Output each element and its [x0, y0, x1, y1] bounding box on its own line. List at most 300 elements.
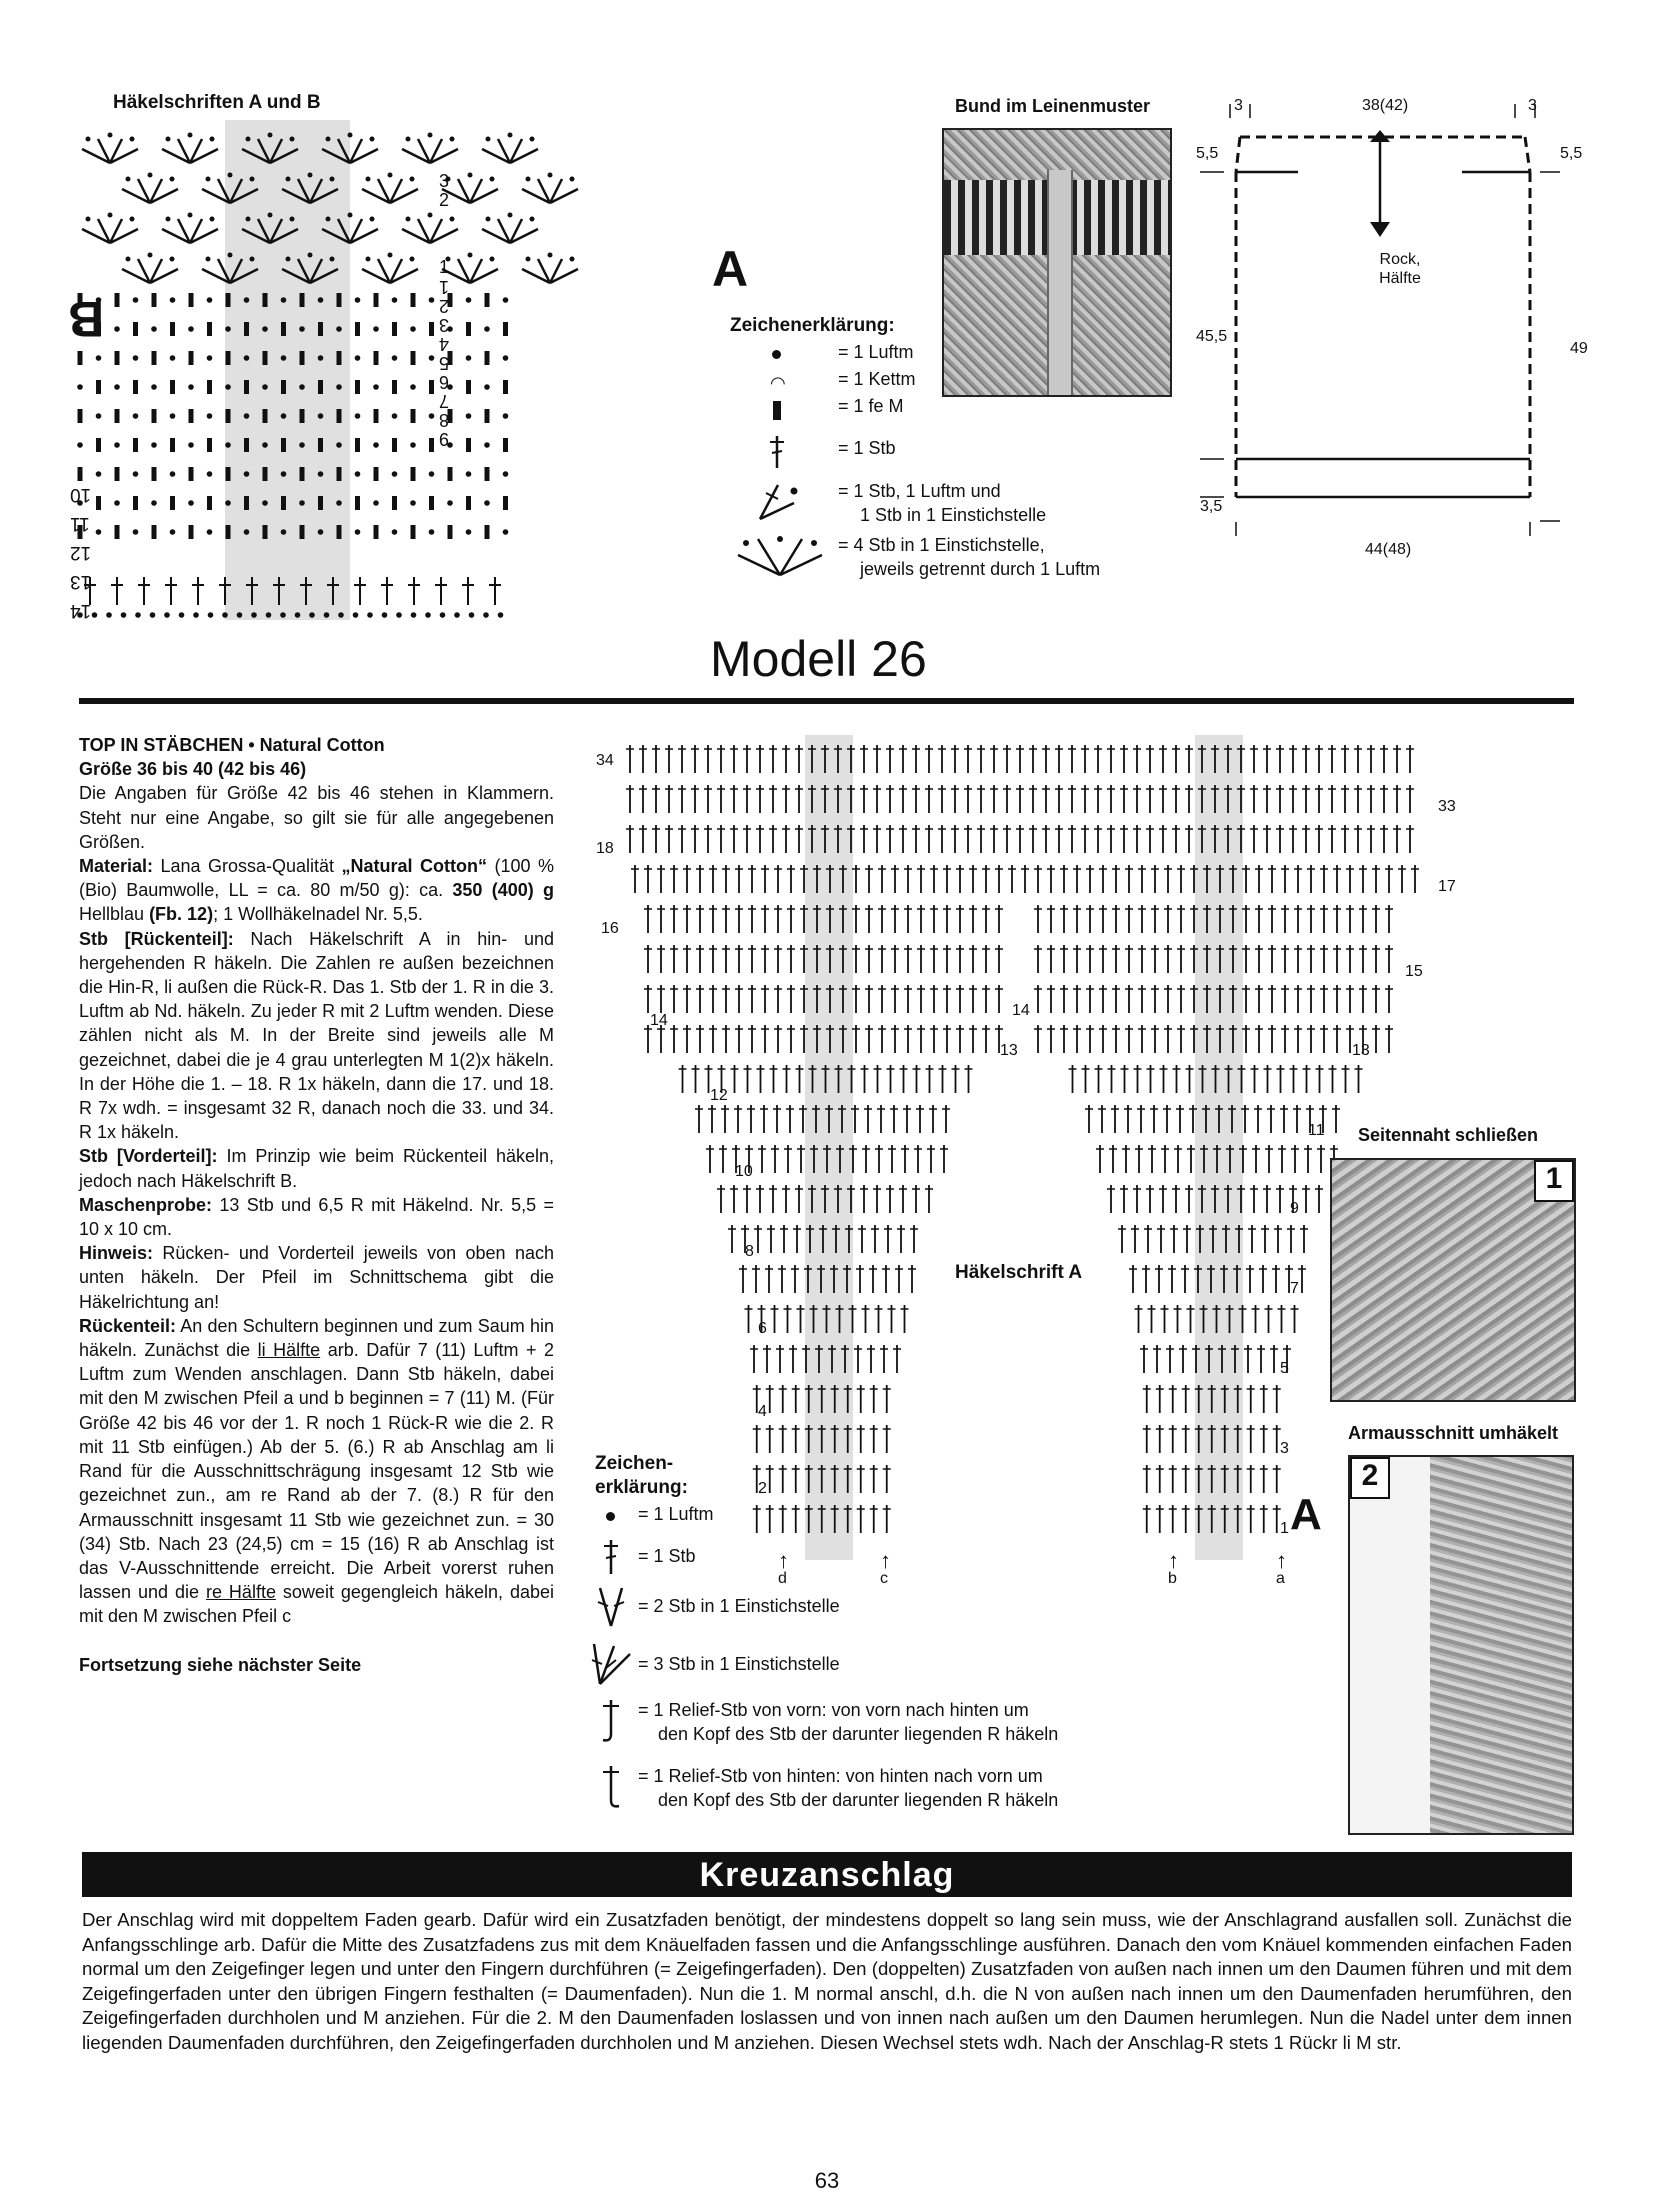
row-label-10: 10 — [70, 484, 92, 505]
single-crochet-mark — [263, 525, 268, 539]
chain-mark — [330, 257, 335, 262]
chain-mark — [466, 471, 472, 477]
single-crochet-mark — [337, 293, 342, 307]
chain-mark — [530, 137, 535, 142]
chain-mark — [188, 500, 194, 506]
chart-a-marks — [626, 745, 1419, 1533]
single-crochet-mark — [466, 438, 471, 452]
chain-mark — [286, 177, 291, 182]
single-crochet-mark — [133, 496, 138, 510]
chain-mark — [244, 297, 250, 303]
single-crochet-mark — [170, 438, 175, 452]
row-8: 8 — [745, 1243, 754, 1260]
row-16: 16 — [601, 920, 619, 937]
chain-mark — [490, 257, 495, 262]
chain-mark — [133, 413, 139, 419]
chain-mark — [406, 217, 411, 222]
chain-mark — [410, 326, 416, 332]
single-crochet-mark — [503, 322, 508, 336]
chain-mark — [246, 217, 251, 222]
single-crochet-mark — [152, 525, 157, 539]
instructions-continue: Fortsetzung siehe nächster Seite — [79, 1654, 362, 1675]
single-crochet-mark — [244, 380, 249, 394]
chain-mark — [425, 612, 431, 618]
instructions-ruecken: Rückenteil: An den Schultern beginnen und zum Saum hin häkeln. Zunächst die li Hälfte arb. Dafür 7 (11) Luftm + 2 Luftm zum Wenden anschlagen. Dann Stb häkeln, dabei mit den M zwischen Pfeil a und b beginnen = 7 (11) M. (Für Größe 42 bis 46 vor der 1. R noch 1 Rück-R wie die 2. R mit 11 Stb einfügen.) Ab der 5. (6.) R ab Anschlag am li Rand für die Ausschnittschrägung insgesamt 12 Stb wie gezeichnet zun., am re Rand ab der 7. (8.) R für den Armausschnitt insgesamt 11 Stb wie gezeichnet zun. = 30 (34) Stb. Nach 23 (24,5) cm = 15 (16) R ab Anschlag ist das V-Ausschnittende erreicht. Die Arbeit vorerst ruhen lassen und die re Hälfte soweit gegengleich häkeln, dabei mit den M zwischen Pfeil c — [79, 1315, 554, 1627]
chain-mark — [193, 612, 199, 618]
chain-mark — [503, 297, 509, 303]
row-inner-14: 14 — [1012, 1002, 1030, 1019]
chain-mark — [570, 257, 575, 262]
chain-mark — [486, 217, 491, 222]
legend-item-fan: = 4 Stb in 1 Einstichstelle, jeweils getrennt durch 1 Luftm — [730, 533, 1130, 587]
chain-mark — [179, 612, 185, 618]
single-crochet-mark — [115, 525, 120, 539]
chain-mark — [268, 213, 273, 218]
single-crochet-mark — [263, 351, 268, 365]
chain-mark — [486, 137, 491, 142]
row-12: 12 — [710, 1087, 728, 1104]
chain-mark — [228, 173, 233, 178]
schem-right-mid: 49 — [1570, 340, 1588, 357]
photo-bund-caption: Bund im Leinenmuster — [955, 96, 1151, 116]
photo-bund-image — [942, 128, 1172, 397]
row-5: 5 — [1280, 1360, 1289, 1377]
photo-armaus-caption: Armausschnitt umhäkelt — [1348, 1423, 1559, 1443]
chain-mark — [207, 413, 213, 419]
chain-mark — [410, 500, 416, 506]
single-crochet-mark — [448, 467, 453, 481]
schem-bottom: 44(48) — [1365, 541, 1412, 558]
row-inner-13: 13 — [1000, 1042, 1018, 1059]
chain-mark — [262, 500, 268, 506]
chain-mark — [135, 612, 141, 618]
arrow-a: ↑ a — [1276, 1548, 1287, 1587]
chain-mark — [150, 612, 156, 618]
chain-mark — [170, 297, 176, 303]
single-crochet-mark — [152, 351, 157, 365]
chain-mark — [382, 612, 388, 618]
chain-mark — [318, 471, 324, 477]
chain-mark — [244, 471, 250, 477]
chain-mark — [355, 297, 361, 303]
photo-badge-1: 1 — [1534, 1160, 1574, 1202]
single-crochet-mark — [170, 380, 175, 394]
chain-mark — [299, 384, 305, 390]
chain-mark — [170, 529, 176, 535]
single-crochet-mark — [207, 438, 212, 452]
single-crochet-mark — [355, 380, 360, 394]
instructions-material: Material: Lana Grossa-Qualität „Natural Cotton“ (100 % (Bio) Baumwolle, LL = ca. 80 m/50 g): ca. 350 (400) g Hellblau (Fb. 12); 1 Wollhäkelnadel Nr. 5,5. — [79, 856, 554, 925]
chain-mark — [411, 612, 417, 618]
single-crochet-mark — [300, 293, 305, 307]
chain-mark — [429, 297, 435, 303]
legend-a-relief-back: = 1 Relief-Stb von hinten: von hinten nach vorn um den Kopf des Stb der darunter liegenden R häkeln — [590, 1764, 1150, 1830]
single-crochet-mark — [429, 496, 434, 510]
chain-mark — [148, 253, 153, 258]
chain-mark — [130, 137, 135, 142]
legend-top-heading: Zeichenerklärung: — [730, 315, 895, 336]
chart-a-title: Häkelschrift A — [955, 1262, 1083, 1283]
chain-mark — [266, 612, 272, 618]
chain-mark — [570, 177, 575, 182]
legend-a-stb: = 1 Stb — [590, 1538, 1150, 1584]
chain-mark — [373, 326, 379, 332]
chain-mark — [164, 612, 170, 618]
row-14: 14 — [650, 1012, 668, 1029]
single-crochet-mark — [355, 496, 360, 510]
chain-mark — [484, 442, 490, 448]
single-crochet-mark — [429, 322, 434, 336]
chain-mark — [286, 257, 291, 262]
chain-mark — [450, 137, 455, 142]
single-crochet-mark — [78, 467, 83, 481]
chain-mark — [508, 213, 513, 218]
instructions-p1: Die Angaben für Größe 42 bis 46 stehen in Klammern. Steht nur eine Angabe, so gilt sie für alle angegebenen Größen. — [79, 783, 554, 852]
v-stitch-icon — [754, 479, 804, 525]
chain-mark — [498, 612, 504, 618]
legend-a — [590, 1502, 1150, 1830]
chain-mark — [108, 133, 113, 138]
chain-mark — [338, 612, 344, 618]
single-crochet-mark — [448, 525, 453, 539]
relief-front-icon — [598, 1698, 624, 1746]
schem-left-mid: 45,5 — [1196, 328, 1228, 345]
single-crochet-mark — [503, 380, 508, 394]
row-label-13: 13 — [70, 571, 92, 592]
chain-mark — [170, 471, 176, 477]
single-crochet-mark — [189, 409, 194, 423]
schem-top-mid: 38(42) — [1362, 97, 1409, 114]
single-crochet-mark — [374, 409, 379, 423]
chain-mark — [469, 612, 475, 618]
schem-left-bottom: 3,5 — [1200, 498, 1223, 515]
chain-mark — [299, 500, 305, 506]
single-crochet-mark — [466, 496, 471, 510]
chain-mark — [151, 384, 157, 390]
chain-mark — [246, 137, 251, 142]
chain-mark — [373, 442, 379, 448]
chain-mark — [225, 326, 231, 332]
single-crochet-mark — [300, 467, 305, 481]
instructions-probe: Maschenprobe: 13 Stb und 6,5 R mit Häkelnd. Nr. 5,5 = 10 x 10 cm. — [79, 1194, 554, 1240]
chain-mark — [355, 355, 361, 361]
schem-right-top: 5,5 — [1560, 145, 1583, 162]
single-crochet-mark — [503, 496, 508, 510]
chain-mark — [281, 355, 287, 361]
chain-mark — [148, 173, 153, 178]
chain-mark — [355, 471, 361, 477]
single-crochet-mark — [392, 380, 397, 394]
page-number: 63 — [814, 2168, 840, 2193]
row-1: 1 — [1280, 1520, 1289, 1537]
row-13: 13 — [1352, 1042, 1370, 1059]
single-crochet-mark — [226, 409, 231, 423]
single-crochet-mark — [263, 293, 268, 307]
row-10: 10 — [735, 1163, 753, 1180]
single-crochet-mark — [281, 322, 286, 336]
single-crochet-mark — [374, 293, 379, 307]
row-2: 2 — [758, 1480, 767, 1497]
gray-column-left — [805, 735, 853, 1560]
single-crochet-mark — [115, 467, 120, 481]
single-crochet-mark — [189, 525, 194, 539]
single-crochet-mark — [374, 467, 379, 481]
single-crochet-mark — [263, 467, 268, 481]
single-crochet-mark — [411, 525, 416, 539]
single-crochet-mark — [485, 351, 490, 365]
chain-mark — [309, 612, 315, 618]
single-crochet-mark — [133, 322, 138, 336]
single-crochet-mark — [429, 380, 434, 394]
chain-mark — [188, 133, 193, 138]
single-crochet-mark — [466, 322, 471, 336]
chain-mark — [326, 137, 331, 142]
single-crochet-mark — [337, 467, 342, 481]
single-crochet-mark — [318, 438, 323, 452]
single-crochet-mark — [411, 293, 416, 307]
top-chart-label-b: B — [68, 291, 105, 347]
chain-mark — [483, 612, 489, 618]
single-crochet-mark — [300, 525, 305, 539]
single-crochet-mark — [281, 380, 286, 394]
chain-mark — [251, 612, 257, 618]
row-34: 34 — [596, 752, 614, 769]
chain-mark — [429, 529, 435, 535]
chain-mark — [281, 413, 287, 419]
single-crochet-mark — [429, 438, 434, 452]
chain-mark — [410, 257, 415, 262]
single-crochet-mark — [411, 351, 416, 365]
chain-mark — [308, 173, 313, 178]
single-crochet-mark — [300, 409, 305, 423]
chain-mark — [290, 137, 295, 142]
kreuz-text: Der Anschlag wird mit doppeltem Faden gearb. Dafür wird ein Zusatzfaden benötigt, der mindestens doppelt so lang sein muss, wie der Anschlagrand ausfallen soll. Zunächst die Anfangsschlinge arb. Dafür die Mitte des Zusatzfadens zus mit dem Knäuelfaden fassen und die Anfangsschlinge ausführen. Danach den vom Knäuel kommenden einfachen Faden normal um den Zeigefinger legen und unter den Fingern durchführen (= Zeigefingerfaden). Den (doppelten) Zusatzfaden von außen nach innen um den Daumen führen und mit dem Zeigefingerfaden unter den übrigen Fingern festhalten (= Daumenfaden). Nun die 1. M normal anschl, d.h. die N von außen nach innen um den Daumenfaden herumführen, den Zeigefingerfaden durchholen und M anziehen. Für die 2. M den Daumenfaden loslassen und von innen nach außen um den Daumen herumlegen. Nun die Nadel unter dem innen liegenden Daumenfaden durchführen, den Zeigefingerfaden durchholen und M anziehen. Diesen Wechsel stets wdh. Nach der Anschlag-R stets 1 Rückr li M str. — [82, 1909, 1572, 2053]
single-crochet-mark — [337, 409, 342, 423]
chain-mark — [130, 217, 135, 222]
arrow-b: ↑ b — [1168, 1548, 1179, 1587]
single-crochet-mark — [503, 438, 508, 452]
title-rule — [79, 698, 1574, 704]
single-crochet-mark — [152, 293, 157, 307]
chain-mark — [392, 471, 398, 477]
chain-mark — [503, 355, 509, 361]
single-crochet-mark — [152, 467, 157, 481]
single-crochet-mark — [244, 322, 249, 336]
chain-mark — [318, 355, 324, 361]
single-crochet-mark — [392, 496, 397, 510]
arrow-down-head — [1370, 222, 1390, 237]
single-crochet-mark — [78, 409, 83, 423]
chain-mark — [396, 612, 402, 618]
chain-mark — [281, 529, 287, 535]
single-crochet-mark — [485, 409, 490, 423]
row-9: 9 — [1290, 1200, 1299, 1217]
top-chart-title: Häkelschriften A und B — [113, 92, 321, 113]
chain-mark — [336, 442, 342, 448]
chain-mark — [466, 355, 472, 361]
chain-mark — [406, 137, 411, 142]
three-stb-icon — [590, 1640, 634, 1686]
chain-mark — [114, 500, 120, 506]
single-crochet-mark — [411, 467, 416, 481]
row-4: 4 — [758, 1403, 767, 1420]
single-crochet-mark — [152, 409, 157, 423]
schem-top-right: 3 — [1528, 97, 1537, 114]
relief-back-icon — [598, 1764, 624, 1812]
single-crochet-mark — [226, 525, 231, 539]
legend-a-chain: = 1 Luftm — [590, 1502, 1150, 1538]
chain-mark — [126, 177, 131, 182]
chain-mark — [262, 326, 268, 332]
chain-mark — [225, 384, 231, 390]
legend-a-heading: Zeichen- erklärung: — [595, 1453, 688, 1498]
chain-mark — [170, 177, 175, 182]
chain-mark — [295, 612, 301, 618]
single-crochet-mark — [318, 496, 323, 510]
chain-mark — [114, 326, 120, 332]
chain-mark — [170, 413, 176, 419]
chain-mark — [348, 213, 353, 218]
single-crochet-mark — [485, 293, 490, 307]
chain-mark — [96, 355, 102, 361]
chain-mark — [133, 471, 139, 477]
row-11: 11 — [1308, 1122, 1325, 1139]
chain-mark — [466, 529, 472, 535]
chain-mark — [484, 500, 490, 506]
single-crochet-mark — [244, 496, 249, 510]
chain-mark — [250, 177, 255, 182]
chain-mark — [366, 177, 371, 182]
instructions-stb-ruecken: Stb [Rückenteil]: Nach Häkelschrift A in hin- und hergehenden R häkeln. Die Zahlen re außen bezeichnen die Hin-R, li außen die Rück-R. Das 1. Stb der 1. R in die 3. Luftm ab Nd. häkeln. Zu jeder R mit 2 Luftm wenden. Diese zählen nicht als M. In der Breite sind jeweils alle M gezeichnet, dabei die je 4 grau unterlegten M 1(2)x häkeln. In der Höhe die 1. – 18. R 1x häkeln, dann die 17. und 18. R 7x wdh. = insgesamt 32 R, danach noch die 33. und 34. R 1x häkeln. — [79, 928, 554, 1143]
chain-mark — [96, 413, 102, 419]
chain-mark — [440, 612, 446, 618]
chain-mark — [299, 326, 305, 332]
skirt-schematic — [1180, 92, 1600, 572]
row-6: 6 — [758, 1320, 767, 1337]
chain-mark — [548, 173, 553, 178]
chain-mark — [373, 384, 379, 390]
single-crochet-mark — [337, 525, 342, 539]
legend-item-vstitch: = 1 Stb, 1 Luftm und 1 Stb in 1 Einstichstelle — [730, 479, 1130, 533]
photo-seitennaht-caption: Seitennaht schließen — [1358, 1125, 1539, 1145]
chain-mark — [262, 384, 268, 390]
chain-mark — [410, 177, 415, 182]
chain-mark — [367, 612, 373, 618]
chain-mark — [503, 413, 509, 419]
chain-mark — [114, 384, 120, 390]
chain-mark — [133, 355, 139, 361]
chain-mark — [207, 529, 213, 535]
chain-mark — [324, 612, 330, 618]
chain-mark — [210, 137, 215, 142]
chain-mark — [225, 442, 231, 448]
chain-mark — [392, 297, 398, 303]
chain-mark — [526, 177, 531, 182]
instructions-size: Größe 36 bis 40 (42 bis 46) — [79, 759, 307, 780]
row-17: 17 — [1438, 878, 1456, 895]
chain-mark — [468, 173, 473, 178]
single-crochet-mark — [337, 351, 342, 365]
single-crochet-mark — [466, 380, 471, 394]
chain-mark — [530, 217, 535, 222]
chain-mark — [188, 384, 194, 390]
model-title: Modell 26 — [710, 631, 927, 687]
single-crochet-mark — [133, 380, 138, 394]
chain-mark — [336, 326, 342, 332]
chain-mark — [207, 471, 213, 477]
schem-top-left: 3 — [1234, 97, 1243, 114]
chain-mark — [373, 500, 379, 506]
single-crochet-mark — [189, 351, 194, 365]
instructions-stb-vorder: Stb [Vorderteil]: Im Prinzip wie beim Rückenteil häkeln, jedoch nach Häkelschrift B. — [79, 1146, 554, 1191]
photo-armaus-image — [1348, 1455, 1574, 1835]
chain-mark — [336, 500, 342, 506]
chain-mark — [353, 612, 359, 618]
chain-mark — [392, 529, 398, 535]
chain-mark — [86, 217, 91, 222]
chain-mark — [114, 442, 120, 448]
chain-mark — [188, 442, 194, 448]
chain-mark — [170, 257, 175, 262]
chain-mark — [77, 384, 83, 390]
chain-mark — [410, 442, 416, 448]
schem-left-top: 5,5 — [1196, 145, 1219, 162]
center-numbers: 3 2 1 1 2 3 4 5 6 7 8 9 — [438, 171, 450, 449]
top-crochet-chart — [60, 115, 720, 635]
chain-mark — [225, 500, 231, 506]
single-crochet-mark — [78, 351, 83, 365]
instructions — [79, 733, 554, 1677]
chain-mark — [429, 355, 435, 361]
single-crochet-mark — [115, 351, 120, 365]
single-crochet-mark — [244, 438, 249, 452]
chain-mark — [281, 471, 287, 477]
chain-mark — [392, 355, 398, 361]
chain-mark — [244, 355, 250, 361]
chain-mark — [166, 137, 171, 142]
chain-mark — [366, 257, 371, 262]
single-crochet-mark — [226, 293, 231, 307]
chain-mark — [237, 612, 243, 618]
legend-a-3stb: = 3 Stb in 1 Einstichstelle — [590, 1640, 1150, 1698]
top-chart-label-a: A — [712, 241, 749, 297]
photo-seitennaht-image — [1330, 1158, 1576, 1402]
single-crochet-mark — [485, 467, 490, 481]
chain-mark — [466, 297, 472, 303]
chain-mark — [428, 133, 433, 138]
row-15: 15 — [1405, 963, 1423, 980]
single-crochet-mark — [115, 409, 120, 423]
single-crochet-mark — [207, 496, 212, 510]
chain-mark — [388, 253, 393, 258]
chain-mark — [151, 500, 157, 506]
slip-stitch-icon: ◠ — [770, 373, 786, 393]
chain-mark — [280, 612, 286, 618]
chain-mark — [299, 442, 305, 448]
single-crochet-mark — [207, 380, 212, 394]
row-label-14: 14 — [70, 600, 92, 621]
chain-mark — [244, 413, 250, 419]
gray-column-right — [1195, 735, 1243, 1560]
single-crochet-mark — [189, 467, 194, 481]
chain-mark — [290, 217, 295, 222]
arrow-c: ↑ c — [880, 1548, 891, 1587]
chain-mark — [318, 529, 324, 535]
chain-mark — [151, 442, 157, 448]
single-crochet-mark — [411, 409, 416, 423]
single-crochet-mark — [392, 322, 397, 336]
single-crochet-mark — [485, 525, 490, 539]
